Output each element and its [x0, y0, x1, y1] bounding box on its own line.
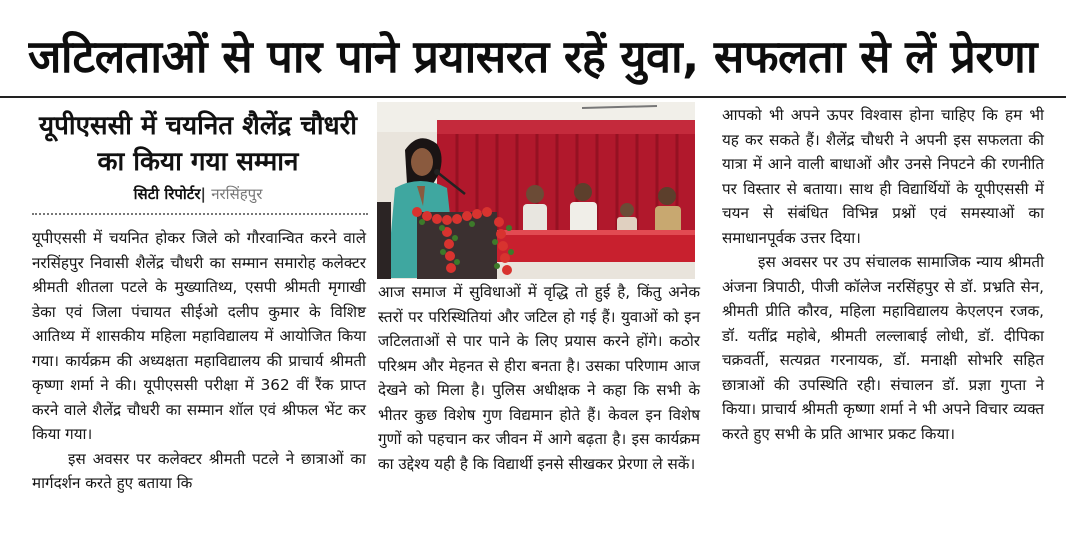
- headline: जटिलताओं से पार पाने प्रयासरत रहें युवा, सफलता से लें प्रेरणा: [28, 30, 1037, 83]
- column1-paragraph-2: इस अवसर पर कलेक्टर श्रीमती पटले ने छात्राओं का मार्गदर्शन करते हुए बताया कि: [32, 449, 366, 492]
- subheadline: यूपीएससी में चयनित शैलेंद्र चौधरी का किया गया सम्मान: [39, 111, 357, 177]
- column2-paragraph-1: आज समाज में सुविधाओं में वृद्धि तो हुई है, किंतु अनेक स्तरों पर परिस्थितियां और जटिल हो गई हैं। युवाओं को इन जटिलताओं से पार पाने के लिए प्रयास करने होंगे। कठोर परिश्रम और मेहनत से हीरा बनता है। उसका परिणाम आज देखने को मिला है। पुलिस अधीक्षक ने कहा कि सभी के भीतर कुछ विशेष गुण विद्यमान होते हैं। केवल इन विशेष गुणों को पहचान कर जीवन में आगे बढ़ता है। इस कार्यक्रम का उद्देश्य यही है कि विद्यार्थी इनसे सीखकर प्रेरणा ले सकें।: [378, 283, 700, 473]
- article-column-2: [378, 280, 700, 476]
- byline-reporter: सिटी रिपोर्टर: [133, 185, 201, 203]
- column1-paragraph-1: यूपीएससी में चयनित होकर जिले को गौरवान्वित करने वाले नरसिंहपुर निवासी शैलेंद्र चौधरी का सम्मान समारोह कलेक्टर श्रीमती शीतला पटले के मुख्यातिथ्य, एसपी श्रीमती मृगाखी डेका एवं जिला पंचायत सीईओ दलीप कुमार के विशिष्ट आतिथ्य में शासकीय महिला महाविद्यालय में आयोजित किया गया। कार्यक्रम की अध्यक्षता महाविद्यालय की प्राचार्य श्रीमती कृष्णा शर्मा ने की। यूपीएससी परीक्षा में 362 वीं रैंक प्राप्त करने वाले शैलेंद्र चौधरी का सम्मान शॉल एवं श्रीफल भेंट कर किया गया।: [32, 229, 366, 443]
- article-column-1: [32, 226, 366, 496]
- event-stage-photo: [377, 102, 695, 279]
- photo-illustration: [377, 102, 695, 279]
- article-column-3: [722, 103, 1044, 446]
- column3-paragraph-1: आपको भी अपने ऊपर विश्वास होना चाहिए कि हम भी यह कर सकते हैं। शैलेंद्र चौधरी ने अपनी इस सफलता की यात्रा में आने वाली बाधाओं और उनसे निपटने की रणनीति पर विस्तार से बताया। साथ ही विद्यार्थियों के यूपीएससी में चयन से संबंधित विभिन्न प्रश्नों एवं समस्याओं का समाधानपूर्वक उत्तर दिया।: [722, 106, 1044, 247]
- headline-rule: [0, 96, 1066, 98]
- column3-paragraph-2: इस अवसर पर उप संचालक सामाजिक न्याय श्रीमती अंजना त्रिपाठी, पीजी कॉलेज नरसिंहपुर से डॉ. प्रभ्रति सेन, श्रीमती प्रीति कौरव, महिला महाविद्यालय केएलएन रजक, डॉ. यतींद्र महोबे, श्रीमती लल्लाबाई लोधी, डॉ. दीपिका चक्रवर्ती, सत्यव्रत गरनायक, डॉ. मनाक्षी सोभरि सहित छात्राओं की उपस्थिति रही। संचालन डॉ. प्रज्ञा गुप्ता ने किया। प्राचार्य श्रीमती कृष्णा शर्मा ने भी अपने विचार व्यक्त करते हुए सभी के प्रति आभार प्रकट किया।: [722, 253, 1044, 443]
- byline-separator: |: [200, 185, 206, 203]
- byline: [28, 184, 368, 204]
- byline-place: नरसिंहपुर: [211, 185, 263, 203]
- dotted-divider: [32, 213, 368, 215]
